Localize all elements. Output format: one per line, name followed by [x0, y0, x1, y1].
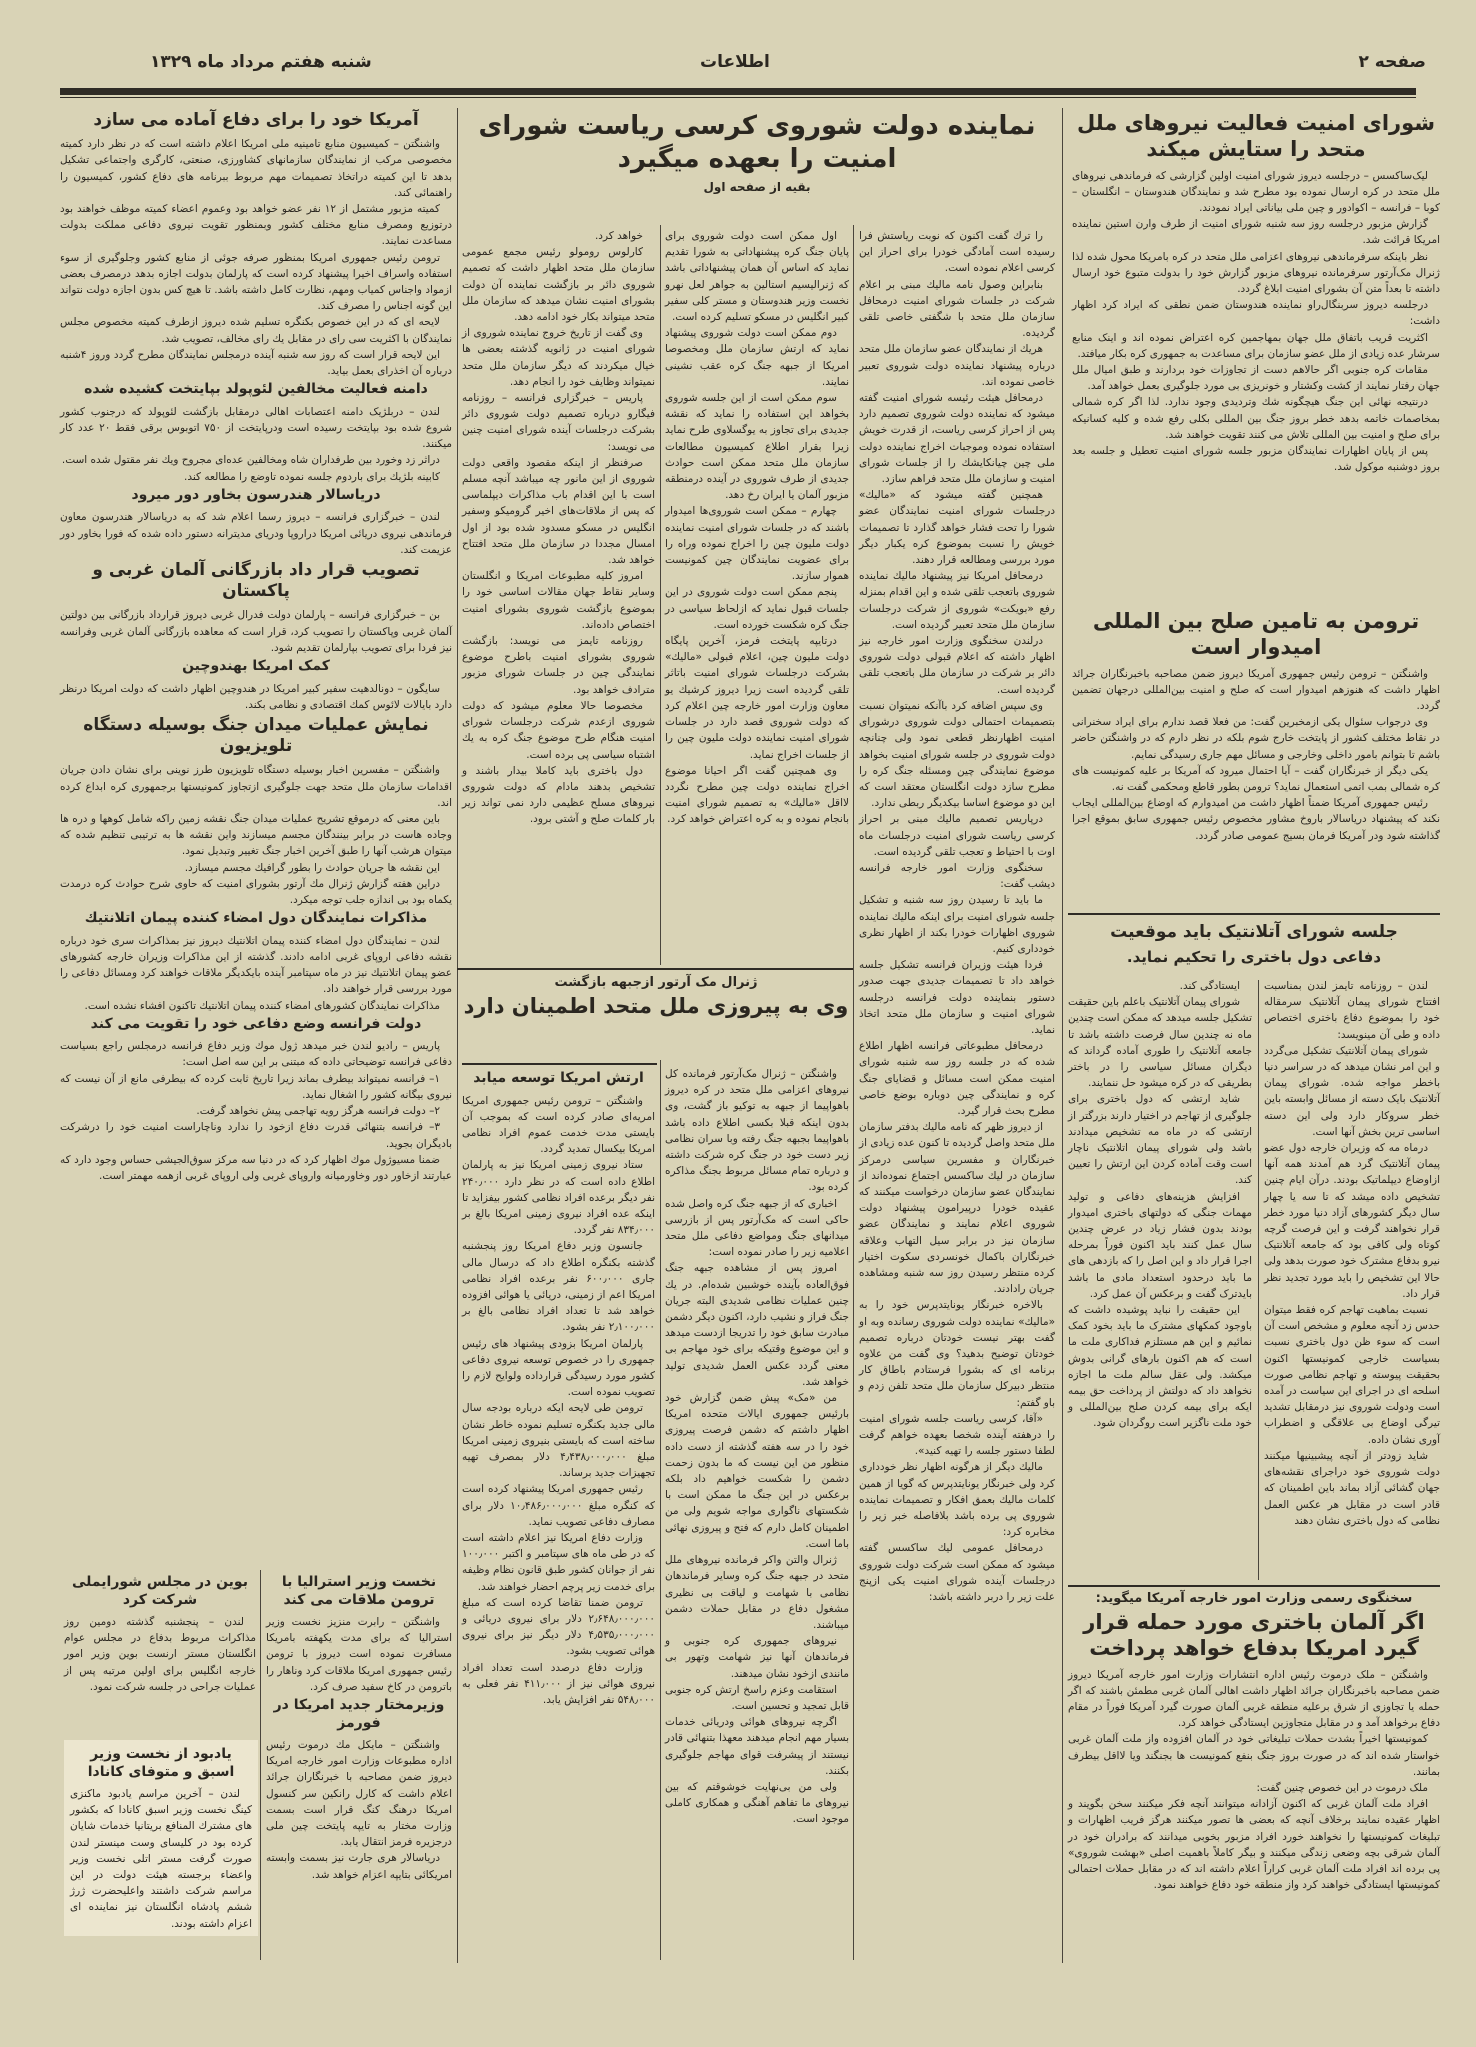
paragraph: شاید زودتر از آنچه پیشبینیها میکنند دولت شوروی خود دراجرای نقشه‌های جهان گشائی آزاد بماند باین اطمینان که قادر است در مقابل هر عکس العمل نظامی که دول باختری نشان دهند — [1264, 1449, 1440, 1527]
paragraph: سایگون – دونالدهیت سفیر کبیر امریکا در هندوچین اظهار داشت که دولت امریکا درنظر دارد بایالات لائوس کمك اقتصادی و نظامی بکند. — [60, 682, 452, 711]
paragraph: افراد ملت آلمان غربی که اکنون آزادانه میتوانند آنچه فکر میکنند سخن بگویند و اظهار عقیده نمایند برخلاف آنچه که بعضی ها تصور میکنند هرگز فریب اظهارات و تبلیغات کمونیستها را نخواهند خورد افراد مزبور بخوبی میدانند که برادران خود در آلمان شرقی بچه وضعی زندگی میکنند و بیگر کاملاً باهمیت اصلی «بهشت شوروی» پی برده اند افراد ملت آلمان غربی کراراً اعلام داشته اند که در مقابل حملات احتمالی کمونیستها ایستادگی خواهند کرد واز منطقه خود دفاع خواهند نمود. — [1068, 1798, 1440, 1892]
paragraph: لایحه ای که در این خصوص بکنگره تسلیم شده دیروز ازطرف کمیته مخصوص مجلس نمایندگان با اکثریت سی رای در مقابل یك رای مخالف، تصویب شد. — [60, 316, 452, 345]
paragraph: ولی من بی‌نهایت خوشوقتم که بین نیروهای ما تفاهم آهنگی و همکاری کاملی موجود است. — [665, 1780, 849, 1826]
paragraph: مذاکرات نمایندگان کشورهای امضاء کننده پیمان اتلانتیك تاکنون افشاء نشده است. — [84, 999, 440, 1012]
headline: تصویب قرار داد بازرگانی آلمان غربی و پاکستان — [92, 559, 420, 602]
story-us-army-expands — [462, 1068, 655, 1708]
paragraph: واشنگتن – مایکل مك درموت رئیس اداره مطبوعات وزارت امور خارجه امریکا دیروز ضمن مصاحبه با خبرنگاران جرائد اعلام داشت که کارل رانکین سر کنسول امریکا درهنگ کنگ قرار است بسمت وزارت مختار به تایپه پایتخت چین ملی درجزیره فرمز انتقال یابد. — [266, 1739, 452, 1849]
paragraph: درتایپه پایتخت فرمز، آخرین پایگاه دولت ملیون چین، اعلام قبولی «مالیك» بشرکت درجلسات شورای امنیت باتاثر تلقی گردیده است زیرا دیروز کرشیك یو معاون وزارت امور خارجه چین اعلام کرد که دولت شوروی قصد دارد در جلسات شورای امنیت نماینده دولت ملیون چین را از جلسات اخراج نماید. — [665, 635, 849, 761]
story-divider — [1068, 913, 1440, 915]
newspaper-name: اطلاعات — [700, 52, 770, 72]
headline: ارتش امریکا توسعه میابد — [473, 1070, 644, 1086]
paragraph: همچنین گفته میشود که «مالیك» درجلسات شورای امنیت نمایندگان عضو شورا را تحت فشار خواهد گذارد تا تصمیمات خویش را نسبت بموضوع کره یکبار دیگر مورد بررسی ومطالعه قرار دهند. — [859, 489, 1055, 567]
column-divider — [1062, 108, 1063, 1963]
paragraph: نیروهای جمهوری کره جنوبی و فرماندهان آنها نیز شهامت وتهور بی مانندی ازخود نشان میدهند. — [665, 1635, 849, 1680]
subheadline: دفاعی دول باختری را تحکیم نماید. — [1126, 948, 1382, 967]
headline: یادبود از نخست وزیر اسبق و متوفای کانادا — [87, 1746, 235, 1780]
paragraph: لندن – خبرگزاری فرانسه – دیروز رسما اعلام شد که به دریاسالار هندرسون معاون فرماندهی نیروی دریائی امریکا دراروپا ودریای مدیترانه دستور داده شده که فورا بخاور دور عزیمت کند. — [60, 511, 452, 556]
headline: نخست وزیر استرالیا با ترومن ملاقات می کند — [281, 1574, 437, 1608]
headline: دریاسالار هندرسون بخاور دور میرود — [131, 486, 381, 503]
story-atlantic-council-col1 — [1264, 978, 1440, 1529]
paragraph: بن – خبرگزاری فرانسه – پارلمان دولت فدرال غربی دیروز قرارداد بازرگانی بین دولتین آلمان غربی وپاکستان را تصویب کرد، قرار است که معاهده بازرگانی آلمان غربی وفرانسه نیز فردا برای تصویب بپارلمان تقدیم شود. — [60, 609, 452, 654]
paragraph: امروز کلیه مطبوعات امریکا و انگلستان وسایر نقاط جهان مقالات اساسی خود را بموضوع بازگشت شوروی بشورای امنیت اختصاص داده‌اند. — [462, 570, 655, 631]
story-west-germany-defense — [1068, 1590, 1440, 1893]
paragraph: پس از پایان اظهارات نمایندگان مزبور جلسه شورای امنیت تعطیل و جلسه بعد بروز دوشنبه موکول شد. — [1072, 444, 1440, 474]
column-divider — [853, 225, 854, 1960]
paragraph: وی سپس اضافه کرد باآنکه نمیتوان نسبت بتصمیمات احتمالی دولت شوروی درشورای امنیت اظهارنظر قطعی نمود ولی چنانچه دولت شوروی در جلسه شورای امنیت بخواهد موضوع نمایندگی چین ومسئله جنگ کره را مطرح سازد دولت انگلستان معتقد است که این دو موضوع اساسا بیکدیگر ربطی ندارد. — [859, 699, 1055, 810]
story-macarthur-body — [665, 1066, 849, 1828]
paragraph: اول ممکن است دولت شوروی برای پایان جنگ کره پیشنهاداتی به شورا تقدیم نماید که اساس آن همان پیشنهاداتی باشد که ژنرالیسیم استالین به جواهر لعل نهرو نخست وزیر هندوستان و مستر کلی سفیر کبیر انگلیس در مسکو تسلیم کرده است. — [665, 230, 849, 324]
paragraph: ۳– فرانسه بتنهائی قدرت دفاع ازخود را ندارد وناچاراست امنیت خود را درشرکت بادیگران بجوید. — [60, 1121, 452, 1150]
paragraph: شورای پیمان آتلانتیک تشکیل می‌گردد و این امر نشان میدهد که در سراسر دنیا باخطر مواجه شده. شورای پیمان آتلانتیک بایک دسته از مسائل وابسته باین خطر سروکار دارد ولی این دسته اساسی ترین بخش آنها است. — [1264, 1044, 1440, 1138]
paragraph: کابینه بلژیك برای باردوم جلسه نموده تاوضع را مطالعه کند. — [184, 470, 440, 483]
paragraph: درمحافل امریکا نیز پیشنهاد مالیك نماینده شوروی باتعجب تلقی شده و این اقدام بمنزله رفع «بویکت» شوروی از شرکت درجلسات سازمان ملل متحد تعبیر گردیده است. — [859, 570, 1055, 631]
page-number: صفحه ۲ — [1358, 52, 1426, 72]
story-divider — [462, 1063, 657, 1065]
paragraph: این نقشه ها جریان حوادث را بطور گرافیك مجسم میسازد. — [184, 861, 440, 874]
paragraph: واشنگتن – ترومن رئیس جمهوری آمریکا دیروز ضمن مصاحبه باخبرنگاران جرائد اظهار داشت که هنوزهم امیدوار است که صلح و امنیت بین‌المللی درجهان تضمین گردد. — [1072, 667, 1440, 712]
story-soviet-presidency-col2 — [665, 228, 849, 828]
column-divider — [1258, 980, 1259, 1580]
paragraph: اخباری که از جبهه جنگ کره واصل شده حاکی است که مک‌آرتور پس از بازرسی میدانهای جنگ ومواضع دفاعی ملل متحد اعلامیه زیر را صادر نموده است: — [665, 1197, 849, 1259]
headline-kicker: ژنرال مک آرتور ازجبهه بازگشت — [554, 975, 758, 990]
left-lower-col1 — [266, 1572, 452, 1883]
paragraph: کمیته مزبور مشتمل از ۱۲ نفر عضو خواهد بود وعموم اعضاء کمیته موظف خواهند بود درتوزیع ومصرف منابع مختلف کشور وبمنظور تقویت نیروی دفاعی مملکت بدولت مساعدت نمایند. — [60, 203, 452, 248]
paragraph: درنتیجه نهائی این جنگ هیچگونه شك وتردیدی وجود ندارد. لذا اگر کره شمالی بمخاصمات خاتمه بدهد خطر بروز جنگ بین المللی بکلی رفع شده و کلیه کسانیکه برای صلح و امنیت بین المللی تلاش می کنند تقویت خواهند شد. — [1072, 396, 1440, 441]
column-divider — [260, 1570, 261, 1960]
paragraph: دول باختری باید کاملا بیدار باشند و تشخیص بدهند مادام که دولت شوروی نیروهای مسلح عظیمی دارد نمی تواند زیر بار کلمات صلح و آشتی برود. — [462, 764, 655, 826]
paragraph: درمحافل مطبوعاتی فرانسه اظهار اطلاع شده که در جلسه روز سه شنبه شورای امنیت ممکن است مسائل و قضایای جنگ کره و نمایندگی چین دوباره بوضع خاصی مطرح بحث قرار گیرد. — [859, 1040, 1055, 1117]
story-macarthur-header — [462, 974, 850, 1024]
paragraph: مخصوصا حالا معلوم میشود که دولت شوروی ازعدم شرکت درجلسات شورای امنیت هنگام طرح موضوع جنگ کره به یك اشتباه سیاسی پی برده است. — [462, 699, 655, 761]
paragraph: بنابراین وصول نامه مالیك مبنی بر اعلام شرکت در جلسات شورای امنیت درمحافل سازمان ملل متحد با شگفتی خاصی تلقی گردیده. — [859, 278, 1055, 340]
paragraph: ۲– دولت فرانسه هرگز رویه تهاجمی پیش نخواهد گرفت. — [196, 1105, 440, 1118]
story-atlantic-council-header — [1068, 920, 1440, 970]
headline: آمریکا خود را برای دفاع آماده می سازد — [93, 110, 419, 130]
paragraph: اکثریت قریب باتفاق ملل جهان بمهاجمین کره اعتراض نموده اند و اینک منابع سرشار عده زیادی از ملل عضو سازمان برای مساعدت به جمهوری کره بکار میافتد. — [1072, 331, 1440, 360]
paragraph: «آقا، کرسی ریاست جلسه شورای امنیت را درهفته آینده شخصا بعهده خواهم گرفت لطفا دستور جلسه را تهیه کنید». — [859, 1412, 1055, 1458]
story-security-council-praise — [1072, 108, 1440, 475]
paragraph: واشنگتن – مفسرین اخبار بوسیله دستگاه تلویزیون طرز نوینی برای نشان دادن جریان اقدامات سازمان ملل متحد جهت جلوگیری ازتجاوز کمونیستها برجمهوری کره ابداع کرده اند. — [60, 764, 452, 809]
paragraph: این حقیقت را نباید پوشیده داشت که باوجود کمکهای مشترک ما باید بخود کمک نمائیم و این هم مستلزم فداکاری ملت ما است که هم اکنون بارهای گرانی بدوش میکشد. ولی عقل سالم ملت ما اجازه نخواهد داد که دولتش از پرداخت حق بیمه ایکه برای بیمه کردن صلح بین‌المللی و خود ملت ناگزیر است روگردان شود. — [1068, 1304, 1252, 1430]
headline: مذاکرات نمایندگان دول امضاء کننده پیمان اتلانتیك — [84, 910, 428, 927]
story-divider — [457, 968, 853, 970]
paragraph: لندن – پنجشنبه گذشته دومین روز مذاکرات مربوط بدفاع در مجلس عوام انگلستان مستر ارنست بوین وزیر امور خارجه انگلیس برای اولین مرتبه پس از عملیات جراحی در جلسه شرکت نمود. — [64, 1616, 256, 1693]
headline: دامنه فعالیت مخالفین لئوپولد بپایتخت کشیده شده — [84, 381, 428, 398]
paragraph: رئیس جمهوری امریکا پیشنهاد کرده است که کنگره مبلغ ۱۰٫۴۸۶٫۰۰۰٫۰۰۰ دلار برای مصارف دفاعی تصویب نماید. — [462, 1483, 656, 1528]
left-column-stories — [60, 108, 452, 1184]
paragraph: جانسون وزیر دفاع امریکا روز پنجشنبه گذشته بکنگره اطلاع داد که درسال مالی جاری ۶۰۰٫۰۰۰ نفر برعده افراد نظامی امریکا اعم از زمینی، دریائی یا هوائی افزوده خواهد شد تا تعداد افراد نظامی بالغ بر ۲٫۱۰۰٫۰۰۰ نفر بشود. — [462, 1240, 655, 1334]
story-soviet-presidency-col1 — [859, 228, 1055, 1605]
paragraph: وی درجواب سئوال یکی ازمخبرین گفت: من فعلا قصد ندارم برای ایراد سخنرانی در نقاط مختلف کشور از پایتخت خارج شوم بلکه در نظر دارم که در واشنگتن حاضر باشم تا بتوانم بامور داخلی وخارجی و مسائل مهم جاری رسیدگی نمایم. — [1072, 716, 1440, 761]
paragraph: دراثر زد وخورد بین طرفداران شاه ومخالفین عده‌ای مجروح ویك نفر مقتول شده است. — [61, 454, 440, 467]
paragraph: سخنگوی وزارت امور خارجه فرانسه دیشب گفت: — [859, 861, 1055, 891]
story-divider — [1068, 1585, 1440, 1587]
paragraph: لیک‌ساکسس – درجلسه دیروز شورای امنیت اولین گزارشی که فرماندهی نیروهای ملل متحد در کره ارسال نموده بود مطرح شد و نمایندگان هندوستان – انگلستان – کوبا – فرانسه – اکوادور و چین ملی بیاناتی ایراد نمودند. — [1072, 169, 1440, 214]
paragraph: وزارت دفاع امریکا نیز اعلام داشته است که در طی ماه های سپتامبر و اکتبر ۱۰۰٫۰۰۰ نفر از جوانان کشور طبق قانون نظام وظیفه برای خدمت زیر پرچم احضار خواهند شد. — [462, 1531, 655, 1593]
paragraph: ترومن ضمنا تقاضا کرده است که مبلغ ۲٫۶۴۸٫۰۰۰٫۰۰۰ دلار برای نیروی دریائی و ۴٫۵۳۵٫۰۰۰٫۰۰۰ دلار دیگر نیز برای نیروی هوائی تصویب بشود. — [462, 1596, 655, 1658]
paragraph: فردا هیئت وزیران فرانسه تشکیل جلسه خواهد داد تا تصمیمات جدیدی جهت صدور دستور بنماینده دولت فرانسه درجلسه شورای امنیت و سازمان ملل متحد اتخاذ نماید. — [859, 959, 1055, 1036]
paragraph: دراین هفته گزارش ژنرال مك آرتور بشورای امنیت که حاوی شرح حوادث کره درمدت یکماه بود بی اندازه جلب توجه میکرد. — [60, 877, 452, 907]
paragraph: دریاسالار هری جارت نیز بسمت وابسته امریکائی بتایپه اعزام خواهد شد. — [266, 1852, 452, 1881]
paragraph: نظر باینکه سرفرماندهی نیروهای اعزامی ملل متحد در کره بامریکا محول شده لذا ژنرال مک‌آرتور سرفرمانده نیروهای مزبور گزارش خود را بدولت متبوع خود ارسال داشته تا بعداً متن آن بشورای امنیت ابلاغ گردد. — [1072, 250, 1440, 295]
paragraph: رئیس جمهوری آمریکا ضمناً اظهار داشت من امیدوارم که اوضاع بین‌المللی ایجاب نکند که پیشنهاد دریاسالار باروخ مشاور مخصوص رئیس جمهوری سابق بموقع اجرا گذاشته شود ودر آمریکا فرمان بسیج عمومی صادر گردد. — [1072, 797, 1440, 842]
paragraph: را ترك گفت اکنون که نوبت ریاستش فرا رسیده است آمادگی خودرا برای احراز این کرسی اعلام نموده است. — [859, 230, 1055, 275]
headline-kicker: سخنگوی رسمی وزارت امور خارجه آمریکا میگوید: — [1095, 1591, 1413, 1606]
paragraph: ما باید تا رسیدن روز سه شنبه و تشکیل جلسه شورای امنیت برای اینکه مالیك نماینده شوروی اظهارات خودرا بکند از اظهار نظری خودداری کنیم. — [859, 894, 1055, 955]
paragraph: سوم ممکن است از این جلسه شوروی بخواهد این استفاده را نماید که نقشه جدیدی برای تجاوز به یوگسلاوی طرح نماید زیرا بقرار اطلاع کمیسیون مطالعات سازمان ملل متحد ممکن است حوادث جدیدی از طرف شوروی در آینده درمنطقه مزبور آلمان یا ایران رخ دهد. — [665, 392, 849, 502]
paragraph: وزارت دفاع درصدد است تعداد افراد نیروی هوائی نیز از ۴۱۱٫۰۰۰ نفر فعلی به ۵۴۸٫۰۰۰ نفر افزایش یابد. — [462, 1661, 656, 1707]
paragraph: این لایحه قرار است که روز سه شنبه آینده درمجلس نمایندگان مطرح گردد وروز ۴شنبه درباره آن اخذرای بعمل بیاید. — [60, 348, 452, 378]
paragraph: امروز پس از مشاهده جبهه جنگ فوق‌العاده بآینده خوشبین شده‌ام. در یك چنین عملیات نظامی شدیدی البته جریان جنگ فراز و نشیب دارد، اکنون دیگر دشمن مبادرت سابق خود را تدریجا ازدست میدهد و این موضوع وقتیکه برای خود مهاجم بی معنی گردد عکس العمل شدیدی تولید خواهد شد. — [665, 1262, 849, 1388]
paragraph: واشنگتن – ژنرال مک‌آرتور فرمانده کل نیروهای اعزامی ملل متحد در کره دیروز باهواپیما از جبهه به توکیو باز گشت، وی بدون اینکه قبلا بکسی اطلاع داده باشد باهواپیما بجبهه جنگ رفته وبا سران نظامی زیر دست خود در جنگ کره شرکت داشته و درباره تمام مسائل مربوط بجنگ مذاکره کرده بود. — [665, 1068, 849, 1194]
paragraph: لندن – آخرین مراسم یادبود ماکنزی کینگ نخست وزیر اسبق کانادا که بکشور های مشترك المنافع بریتانیا خدمات شایان کرده بود در کلیسای وست مینستر لندن صورت گرفت مستر اتلی نخست وزیر واعضاء برجسته هیئت دولت در این مراسم شرکت داشتند واعلیحضرت ژرژ ششم پادشاه انگلستان نیز نماینده ای اعزام داشته بودند. — [70, 1788, 252, 1930]
paragraph: پاریس – رادیو لندن خبر میدهد ژول موك وزیر دفاع فرانسه درمجلس راجع بسیاست دفاعی فرانسه توضیحاتی داده که مبتنی بر این سه اصل است: — [60, 1040, 452, 1069]
paragraph: ضمنا مسیوژول موك اظهار کرد که در دنیا سه مرکز سوق‌الجیشی حساس وجود دارد که عبارتند ازخاور دور وخاورمیانه واروپای غربی ولی اروپای غربی ازهمه مهمتر است. — [60, 1153, 452, 1182]
paragraph: درماه مه که وزیران خارجه دول عضو پیمان آتلانتیک گرد هم آمدند همه آنها ازاوضاع دیپلماتیک بودند. درآن ایام چنین تشخیص داده میشد که تا سه یا چهار سال دیگر کشورهای آزاد دنیا مورد خطر قرار نخواهند گرفت و این فرصت گرچه کوتاه ولی کافی بود که جامعه آتلانتیک نیرو بدفاع مشترک خود صورت بدهد ولی حالا این تشخیص را باید مورد تجدید نظر قرار داد. — [1264, 1142, 1440, 1300]
paragraph: چهارم – ممکن است شوروی‌ها امیدوار باشند که در جلسات شورای امنیت نماینده دولت ملیون چین را اخراج نموده وراه را برای عضویت نمایندگان چین کمونیست هموار سازند. — [665, 505, 849, 583]
left-lower-col2 — [64, 1572, 256, 1695]
paragraph: شاید ارتشی که دول باختری برای جلوگیری از تهاجم در اختیار دارند بزرگتر از ارتشی که در ماه مه تشخیص میدادند باشد ولی شورای پیمان اتلانتیک ناچار است وقت آماده کردن این ارتش را تعیین کند. — [1068, 1093, 1252, 1187]
paragraph: هریك از نمایندگان عضو سازمان ملل متحد درباره پیشنهاد نماینده دولت شوروی تعبیر خاصی نموده اند. — [859, 343, 1055, 388]
paragraph: باین معنی که درموقع تشریح عملیات میدان جنگ نقشه زمین راکه شامل کوهها و دره ها وجاده هاست در برابر بینندگان مجسم میسازند واین نقشه ها به ترتیبی تنظیم شده که میتوان هرشب آنها را طبق آخرین اخبار جنگ تغییر وتبدیل نمود. — [60, 813, 452, 858]
paragraph: گزارش مزبور درجلسه روز سه شنبه شورای امنیت از طرف وارن استین نماینده امریکا قرائت شد. — [1072, 218, 1440, 247]
paragraph: کمونیستها اخیراً بشدت حملات تبلیغاتی خود در آلمان افزوده واز ملت آلمان غربی خواستار شده اند که در صورت بروز جنگ بنفع کمونیست ها بجنگند ویا لااقل بیطرف بمانند. — [1068, 1733, 1440, 1778]
paragraph: وی گفت از تاریخ خروج نماینده شوروی از شورای امنیت در ژانویه گذشته بعضی ها خیال میکردند که دیگر سازمان ملل متحد نمیتواند وظایف خود را انجام دهد. — [462, 327, 655, 388]
masthead-rule-thin — [60, 97, 1416, 98]
headline: اگر آلمان باختری مورد حمله قرار گیرد امریکا بدفاع خواهد پرداخت — [1083, 1610, 1425, 1661]
paragraph: مقامات کره جنوبی اگر حالاهم دست از تجاوزات خود بردارند و طبق امیال ملل جهان رفتار نمایند از کشت وکشتار و خونریزی بی مورد جلوگیری بعمل خواهد آمد. — [1072, 363, 1440, 393]
headline: وی به پیروزی ملل متحد اطمینان دارد — [463, 994, 849, 1018]
masthead-rule — [60, 88, 1416, 95]
headline: شورای امنیت فعالیت نیروهای ملل متحد را ستایش میکند — [1077, 111, 1435, 162]
story-truman-peace — [1072, 606, 1440, 844]
paragraph: درپاریس تصمیم مالیك مبنی بر احراز کرسی ریاست شورای امنیت درجلسات ماه اوت با احتیاط و تعجب تلقی گردیده است. — [859, 813, 1055, 858]
paragraph: ستاد نیروی زمینی امریکا نیز به پارلمان اطلاع داده است که در نظر دارد ۲۴۰٫۰۰۰ نفر دیگر برعده افراد نظامی کشور بیفزاید تا اینکه عده افراد نیروی زمینی امریکا بالغ بر ۸۳۴٫۰۰۰ نفر گردد. — [462, 1159, 655, 1237]
paragraph: درلندن سخنگوی وزارت امور خارجه نیز اظهار داشته که اعلام قبولی دولت شوروی دائر بر شرکت در سازمان ملل باتعجب تلقی گردیده است. — [859, 635, 1055, 696]
paragraph: لندن – دربلژیک دامنه اعتصابات اهالی درمقابل بازگشت لئوپولد که درجنوب کشور شروع شده بود بپایتخت رسیده است ودرپایتخت از ۷۵۰ اتوبوس برقی فقط ۲۰ عدد کار میکنند. — [60, 405, 452, 451]
paragraph: اگرچه نیروهای هوائی ودریائی خدمات بسیار مهم انجام میدهند معهذا بتنهائی قادر نیستند از پیشرفت قوای مهاجم جلوگیری بکنند. — [665, 1716, 849, 1777]
paragraph: روزنامه تایمز می نویسد: بازگشت شوروی بشورای امنیت باطرح موضوع نمایندگی چین در جلسات شورای مزبور مترادف خواهد بود. — [462, 635, 655, 696]
headline: کمک امریکا بهندوچین — [182, 658, 330, 675]
paragraph: درمحافل عمومی لیك ساکسس گفته میشود که ممکن است شرکت دولت شوروی درجلسات آینده شورای امنیت یکی ازپنج علت زیر را دربر داشته باشد: — [859, 1542, 1055, 1604]
story-soviet-presidency-header — [462, 108, 1052, 196]
paragraph: ترومن طی لایحه ایکه درباره بودجه سال مالی جدید بکنگره تسلیم نموده خاطر نشان ساخته است که بایستی بنیروی زمینی امریکا مبلغ ۴٫۴۳۸٫۰۰۰٫۰۰۰ دلار بمصرف تهیه تجهیزات جدید برساند. — [462, 1402, 655, 1480]
paragraph: شورای پیمان آتلانتیک باعلم باین حقیقت تشکیل جلسه میدهد که ممکن است چندین ماه نه چندین سال فرصت داشته باشد تا جامعه آتلانتیک را طوری آماده گرداند که دیگران مسائل سیاسی را در باختر بطریقی که در کره میشود حل ننمایند. — [1068, 996, 1252, 1090]
paragraph: پنجم ممکن است دولت شوروی در این جلسات قبول نماید که ازلحاظ سیاسی در جنگ کره شکست خورده است. — [665, 586, 849, 631]
issue-date: شنبه هفتم مرداد ماه ۱۳۲۹ — [150, 52, 372, 72]
paragraph: ایستادگی کند. — [1179, 980, 1240, 992]
paragraph: ۱– فرانسه نمیتواند بیطرف بماند زیرا تاریخ ثابت کرده که بیطرفی مانع از آن نیست که نیروی بیگانه کشور را اشغال نماید. — [60, 1072, 452, 1101]
headline: ترومن به تامین صلح بین المللی امیدوار است — [1092, 609, 1420, 660]
paragraph: ژنرال والتن واکر فرمانده نیروهای ملل متحد در جبهه جنگ کره وسایر فرماندهان نظامی با شهامت و لیاقت بی نظیری مشغول دفاع در مقابل حملات دشمن میباشند. — [665, 1554, 849, 1631]
story-soviet-presidency-col3 — [462, 228, 655, 828]
paragraph: واشنگتن – ملک درموت رئیس اداره انتشارات وزارت امور خارجه آمریکا دیروز ضمن مصاحبه باخبرنگاران جرائد اظهار داشت اهالی آلمان غربی مطمئن باشند که اگر حمله یا تجاوزی از شرق برعلیه منطقه غربی آلمان صورت گیرد آمریکا فوراً در مقام دفاع برخواهد آمد و در مقابل متجاوزین ایستادگی خواهد کرد. — [1068, 1668, 1440, 1730]
paragraph: ترومن رئیس جمهوری امریکا بمنظور صرفه جوئی از منابع کشور وجلوگیری از سوء استفاده واسراف اخیرا پیشنهاد کرده است که پارلمان بدولت اجازه بدهد درمصرف بعضی ازمواد واجناس کمیاب ومهم، نظارت کامل داشته باشد. تا هیچ کس بدون اجازه دولت نتواند این گونه اجناس را مصرف کند. — [60, 251, 452, 313]
headline: وزیرمختار جدید امریکا در فورمز — [273, 1697, 445, 1731]
continued-note: بقیه از صفحه اول — [703, 180, 811, 194]
paragraph: یکی دیگر از خبرنگاران گفت – آیا احتمال میرود که آمریکا بر علیه کمونیست های کره شمالی بمب اتمی استعمال نماید؟ ترومن بطور قاطع ومحکمی گفت نه. — [1072, 764, 1440, 793]
paragraph: لندن – نمایندگان دول امضاء کننده پیمان اتلانتیك دیروز نیز بمذاکرات سری خود درباره نقشه دفاعی اروپای غربی ادامه دادند. گذشته از این مذاکرات وزیران خارجه کشورهای عضو پیمان اتلانتیك نیز در ماه سپتامبر آینده بایکدیگر ملاقات خواهند کرد ومسائل دفاعی را مورد بررسی قرار خواهند داد. — [60, 934, 452, 996]
paragraph: لندن – روزنامه تایمز لندن بمناسبت افتتاح شورای پیمان آتلانتیک سرمقاله خود را بموضوع دفاع باختری اختصاص داده و طی آن مینویسد: — [1264, 980, 1440, 1041]
headline: دولت فرانسه وضع دفاعی خود را تقویت می کند — [90, 1015, 422, 1032]
headline: بوین در مجلس شورایملی شرکت کرد — [72, 1574, 248, 1608]
paragraph: درمحافل هیئت رئیسه شورای امنیت گفته میشود که نماینده دولت شوروی تصمیم دارد پس از احراز کرسی ریاست، از قدرت خویش استفاده نموده وموجبات اخراج نماینده دولت ملی چین چیانکایشك را از جلسات شورای امنیت و سازمان ملل متحد فراهم سازد. — [859, 392, 1055, 486]
paragraph: واشنگتن – رابرت منزیز نخست وزیر استرالیا که برای مدت یکهفته بامریکا مسافرت نموده است دیروز با ترومن رئیس جمهوری امریکا ملاقات کرد وناهار را باترومن در کاخ سفید صرف کرد. — [266, 1616, 452, 1693]
paragraph: افزایش هزینه‌های دفاعی و تولید مهمات جنگی که دولتهای باختری امیدوار بودند بدون فشار زیاد در عرض چندین سال عمل کنند باید اکنون فوراً بمرحله اجرا قرار داد و این اصل را که بازدهی های ما باید درحدود استعداد مادی ما باشد بایدترک گفت و برعکس آن عمل کرد. — [1068, 1190, 1252, 1300]
paragraph: بالاخره خبرنگار یونایتدپرس خود را به «مالیك» نماینده دولت شوروی رسانده وبه او گفت بهتر نیست خودتان درباره تصمیم خودتان توضیح بدهید؟ وی گفت من علاوه برنامه ای که بشورا فرستادم باطاق کار منتظر دبیرکل سازمان ملل متحد تلفن زدم و باو گفتم: — [859, 1299, 1055, 1409]
paragraph: ملک درموت در این خصوص چنین گفت: — [1256, 1781, 1428, 1794]
paragraph: درجلسه دیروز سربنگال‌راو نماینده هندوستان ضمن نطقی که ایراد کرد اظهار داشت: — [1072, 299, 1440, 328]
paragraph: وی همچنین گفت اگر احیانا موضوع اخراج نماینده دولت چین مطرح نگردد لااقل «مالیك» به تصمیم شورای امنیت بانجام نموده و به کره اعتراض خواهد کرد. — [665, 764, 849, 826]
paragraph: استقامت وعزم راسخ ارتش کره جنوبی قابل تمجید و تحسین است. — [665, 1683, 849, 1712]
paragraph: صرفنظر از اینکه مقصود واقعی دولت شوروی از این مانور چه میباشد آنچه مسلم است با این اقدام باب مذاکرات دیپلماسی که پس از ملاقات‌های اخیر گرومیکو وسفیر انگلیس در مسکو مسدود شده بود از اول امسال مجددا در سازمان ملل متحد افتتاح خواهد شد. — [462, 456, 655, 567]
paragraph: از دیروز ظهر که نامه مالیك بدفتر سازمان ملل متحد واصل گردیده تا کنون عده زیادی از خبرنگاران و مفسرین سیاسی درمرکز سازمان در لیك ساکسس اجتماع نموده‌اند از نمایندگان عضو سازمان درخواست میکنند که عقیده خودرا درپیرامون پیشنهاد دولت شوروی اعلام نمایند و نمایندگان عضو سازمان نیز در برابر سیل التهاب وعلاقه خبرنگاران باکمال خونسردی سکوت اختیار کرده منتظر رسیدن روز سه شنبه ومشاهده جریان رادادند. — [859, 1121, 1055, 1296]
paragraph: من «مک» پیش ضمن گزارش خود بارئیس جمهوری ایالات متحده امریکا اظهار داشتم که دشمن فرصت پیروزی خود را در سه هفته گذشته از دست داده منظور من این نیست که ما بدون زحمت دشمن را شکست خواهیم داد بلکه برعکس در این جنگ ما ممکن است با شکستهای ناگواری مواجه شویم ولی من اطمینان کامل دارم که فتح و پیروزی نهائی باما است. — [665, 1392, 849, 1550]
paragraph: پاریس – خبرگزاری فرانسه – روزنامه فیگارو درباره تصمیم دولت شوروی دائر بشرکت درجلسات آینده شورای امنیت چنین می نویسد: — [462, 392, 655, 453]
column-divider — [660, 1060, 661, 1960]
story-canada-memorial — [64, 1740, 258, 1936]
story-atlantic-council-col2 — [1068, 978, 1252, 1432]
paragraph: دوم ممکن است دولت شوروی پیشنهاد نماید که ارتش سازمان ملل ومخصوصا امریکا از جبهه جنگ کره عقب نشینی نمایند. — [665, 327, 849, 388]
paragraph: خواهد کرد. — [594, 230, 643, 242]
paragraph: پارلمان امریکا بزودی پیشنهاد های رئیس جمهوری را در خصوص توسعه نیروی دفاعی کشور مورد رسیدگی قرارداده ولوایح لازم را تصویب نموده است. — [462, 1337, 655, 1399]
column-divider — [457, 108, 458, 1963]
paragraph: واشنگتن – ترومن رئیس جمهوری امریکا امریه‌ای صادر کرده است که بموجب آن بایستی مدت خدمت عموم افراد نظامی امریکا بیکسال تمدید گردد. — [462, 1094, 655, 1156]
paragraph: کارلوس رومولو رئیس مجمع عمومی سازمان ملل متحد اظهار داشت که تصمیم شوروی دائر بر بازگشت نماینده آن دولت بشورای امنیت نشان میدهد که سازمان ملل متحد میتواند بکار خود ادامه دهد. — [462, 246, 655, 324]
headline: جلسه شورای آتلانتیک باید موقعیت — [1110, 922, 1398, 942]
paragraph: مالیك دیگر از هرگونه اظهار نظر خودداری کرد ولی خبرنگار یونایتدپرس که گویا از همین کلمات مالیك بعمق افکار و تصمیمات نماینده شوروی پی برده باشد بلافاصله خبر زیر را مخابره کرد: — [859, 1461, 1055, 1539]
headline: نمایش عملیات میدان جنگ بوسیله دستگاه تلویزیون — [83, 714, 429, 757]
headline: نماینده دولت شوروی کرسی ریاست شورای امنیت را بعهده میگیرد — [478, 111, 1036, 174]
column-divider — [660, 225, 661, 965]
paragraph: واشنگتن – کمیسیون منابع تامینیه ملی امریکا اعلام داشته است که در نظر دارد کمیته مخصوصی مرکب از نمایندگان سازمانهای کشاورزی، صنعتی، کارگری واجتماعی تشکیل بدهد تا این کمیته دراتخاذ تصمیمات مهم مربوط ببرنامه های دفاع کشور، کمیسیون را راهنمائی کند. — [60, 138, 452, 199]
paragraph: نسبت بماهیت تهاجم کره فقط میتوان حدس زد آنچه معلوم و مشخص است آن است که سوء ظن دول باختری نسبت بسیاست خارجی کمونیستها اکنون بحقیقت پیوسته و تهاجم نظامی صورت اسلحه ای در اجرای این سیاست در آمده است ودولت شوروی نیز درمقابل تشدید تیرگی اوضاع بی علاقگی و اضطراب آوری نشان داده. — [1264, 1304, 1440, 1446]
